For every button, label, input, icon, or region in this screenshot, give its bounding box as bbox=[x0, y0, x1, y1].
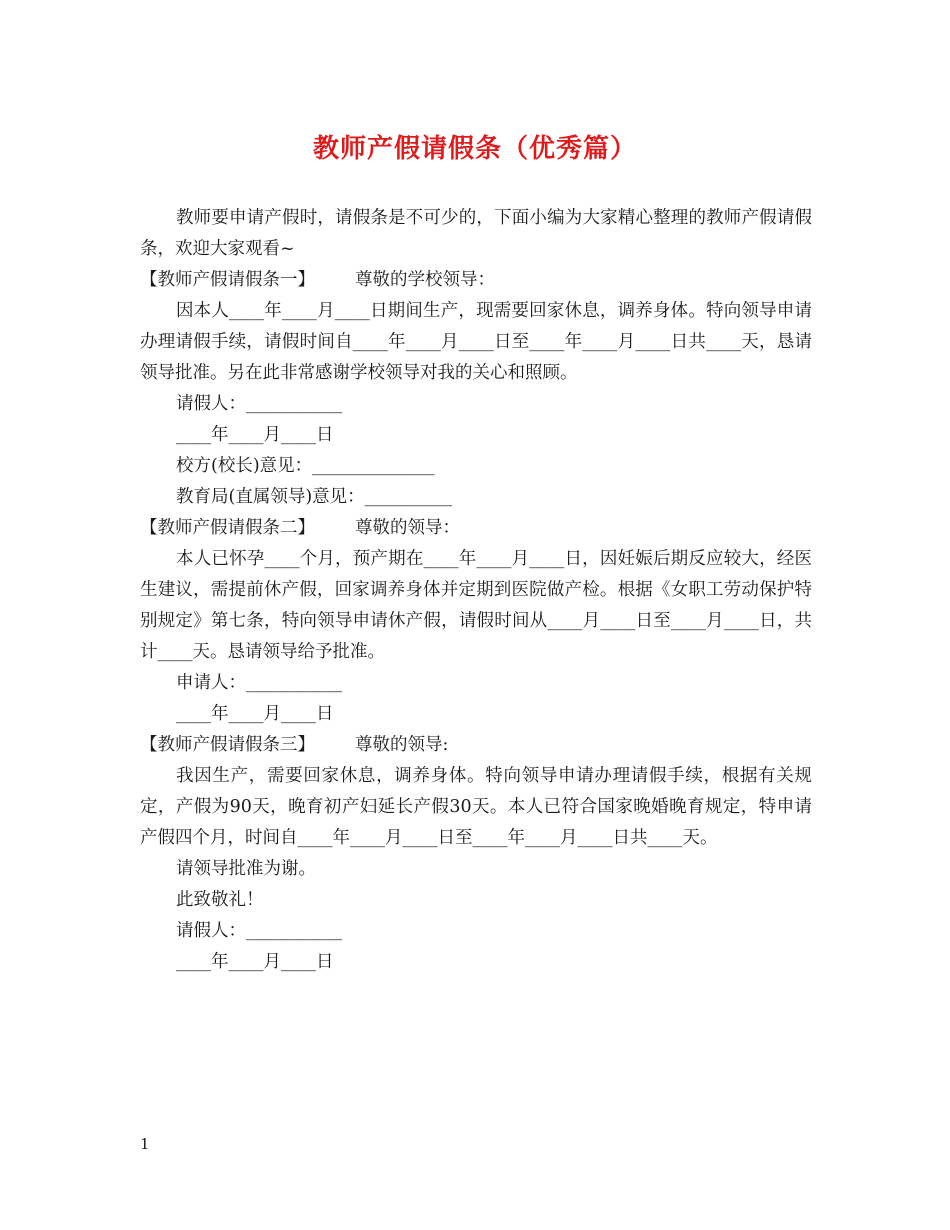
section-3-heading-line bbox=[140, 730, 812, 761]
document-title: 教师产假请假条（优秀篇） bbox=[312, 134, 637, 164]
document-body bbox=[140, 203, 812, 978]
section-3-body: 我因生产，需要回家休息，调养身体。特向领导申请办理请假手续，根据有关规定，产假为90天，晚育初产妇延长产假30天。本人已符合国家晚婚晚育规定，特申请产假四个月，时间自____年____月____日至____年____月____日共____天。 bbox=[140, 766, 812, 848]
section-3-date: ____年____月____日 bbox=[176, 952, 334, 972]
section-1-date: ____年____月____日 bbox=[176, 425, 334, 445]
section-1-body: 因本人____年____月____日期间生产，现需要回家休息，调养身体。特向领导申请办理请假手续，请假时间自____年____月____日至____年____月____日共____天，恳请领导批准。另在此非常感谢学校领导对我的关心和照顾。 bbox=[140, 301, 812, 383]
section-1-school-opinion: 校方(校长)意见：______________ bbox=[176, 456, 435, 476]
section-2-heading: 【教师产假请假条二】 bbox=[140, 518, 315, 538]
section-3-closing: 此致敬礼！ bbox=[176, 890, 264, 910]
section-1-signer: 请假人：___________ bbox=[176, 394, 343, 414]
section-3-heading: 【教师产假请假条三】 bbox=[140, 735, 315, 755]
section-3-signer: 请假人：___________ bbox=[176, 921, 343, 941]
section-1-heading-line bbox=[140, 265, 812, 296]
section-1-heading: 【教师产假请假条一】 bbox=[140, 270, 315, 290]
section-2-signer: 申请人：___________ bbox=[176, 673, 343, 693]
section-3-request: 请领导批准为谢。 bbox=[176, 859, 316, 879]
section-1-greeting: 尊敬的学校领导： bbox=[355, 270, 495, 290]
section-1-bureau-opinion: 教育局(直属领导)意见：__________ bbox=[176, 487, 453, 507]
section-2-greeting: 尊敬的领导： bbox=[355, 518, 460, 538]
intro-paragraph: 教师要申请产假时，请假条是不可少的，下面小编为大家精心整理的教师产假请假条，欢迎大家观看~ bbox=[140, 208, 812, 259]
section-3-greeting: 尊敬的领导: bbox=[355, 735, 449, 755]
page-number: 1 bbox=[140, 1135, 150, 1153]
section-2-heading-line bbox=[140, 513, 812, 544]
section-2-date: ____年____月____日 bbox=[176, 704, 334, 724]
section-2-body: 本人已怀孕____个月，预产期在____年____月____日，因妊娠后期反应较大，经医生建议，需提前休产假，回家调养身体并定期到医院做产检。根据《女职工劳动保护特别规定》第七条，特向领导申请休产假，请假时间从____月____日至____月____日，共计____天。恳请领导给予批准。 bbox=[140, 549, 812, 662]
